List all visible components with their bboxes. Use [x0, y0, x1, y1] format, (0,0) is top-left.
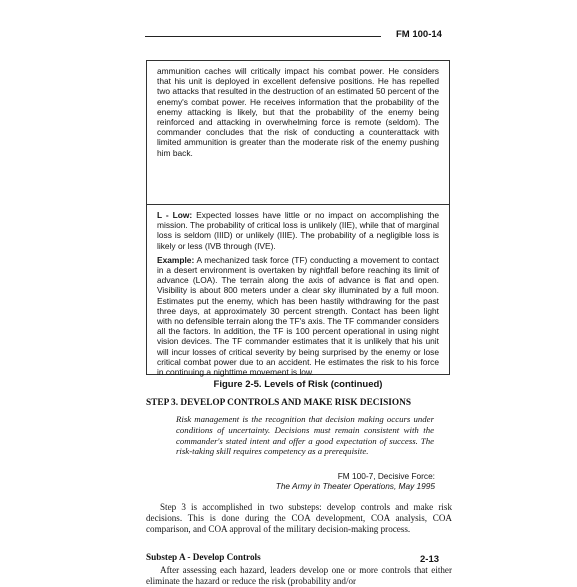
low-risk-example — [157, 255, 439, 377]
figure-box-divider — [146, 204, 450, 205]
page-number: 2-13 — [420, 554, 440, 565]
example-text: A mechanized task force (TF) conducting a movement to contact in a desert environment is overtaken by nightfall before reaching its limit of advance (LOA). The terrain along the axis of advance is flat and open. Visibility is about 800 meters under a clear sky illuminated by a full moon. Estimates put the enemy, which has been hastily withdrawing for the past three days, at approximately 30 percent strength. Contact has been light with no defensible terrain along the TF's axis. The TF commander considers all the factors. In addition, the TF is 100 percent operational in using night vision devices. The TF commander estimates that it is unlikely that his unit will incur losses of critical severity by being surprised by the enemy or lose critical combat power due to an accident. He estimates the risk to his force in continuing a nighttime movement is low. — [157, 254, 439, 378]
example-label: Example: — [157, 254, 195, 265]
low-risk-label: L - Low: — [157, 210, 193, 220]
low-risk-definition — [157, 210, 439, 251]
substep-heading: Substep A - Develop Controls — [146, 552, 261, 562]
header-rule — [145, 36, 381, 37]
step-heading: STEP 3. DEVELOP CONTROLS AND MAKE RISK DECISIONS — [146, 398, 412, 408]
low-risk-text: Expected losses have little or no impact on accomplishing the mission. The probability of critical loss is unlikely (IIE), while that of marginal loss is seldom (IIID) or unlikely (IIIE). The probability of a negligible loss is likely or less (IVB through (IVE). — [157, 210, 439, 251]
low-risk-section — [157, 210, 439, 381]
citation-line-2: The Army in Theater Operations, May 1995 — [275, 481, 435, 492]
citation-line-1: FM 100-7, Decisive Force: — [337, 471, 435, 481]
epigraph-quote: Risk management is the recognition that decision making occurs under conditions of uncertainty. Decisions must remain consistent with the commander's stated intent and offer a good expectation of success. The risk-taking skill requires competency as a prerequisite. — [176, 414, 434, 457]
body-paragraph-2: After assessing each hazard, leaders develop one or more controls that either eliminate the hazard or reduce the risk (probability and/or — [146, 565, 452, 587]
figure-paragraph — [157, 66, 439, 162]
quote-citation — [195, 471, 435, 492]
figure-caption: Figure 2-5. Levels of Risk (continued) — [213, 379, 383, 390]
body-paragraph: Step 3 is accomplished in two substeps: develop controls and make risk decisions. This is done during the COA development, COA analysis, COA comparison, and COA approval of the military decision-making process. — [146, 502, 452, 535]
moderate-risk-continuation: ammunition caches will critically impact his combat power. He considers that his unit is deployed in excellent defensive positions. He has repelled two attacks that resulted in the destruction of an estimated 50 percent of the enemy's combat power. He receives information that the probability of the enemy attacking is likely, but that the probability of the enemy being reinforced and attacking in overwhelming force is remote (seldom). The commander concludes that the risk of conducting a counterattack with limited ammunition is greater than the moderate risk of the enemy pushing him back. — [157, 66, 439, 158]
manual-id: FM 100-14 — [396, 29, 442, 40]
